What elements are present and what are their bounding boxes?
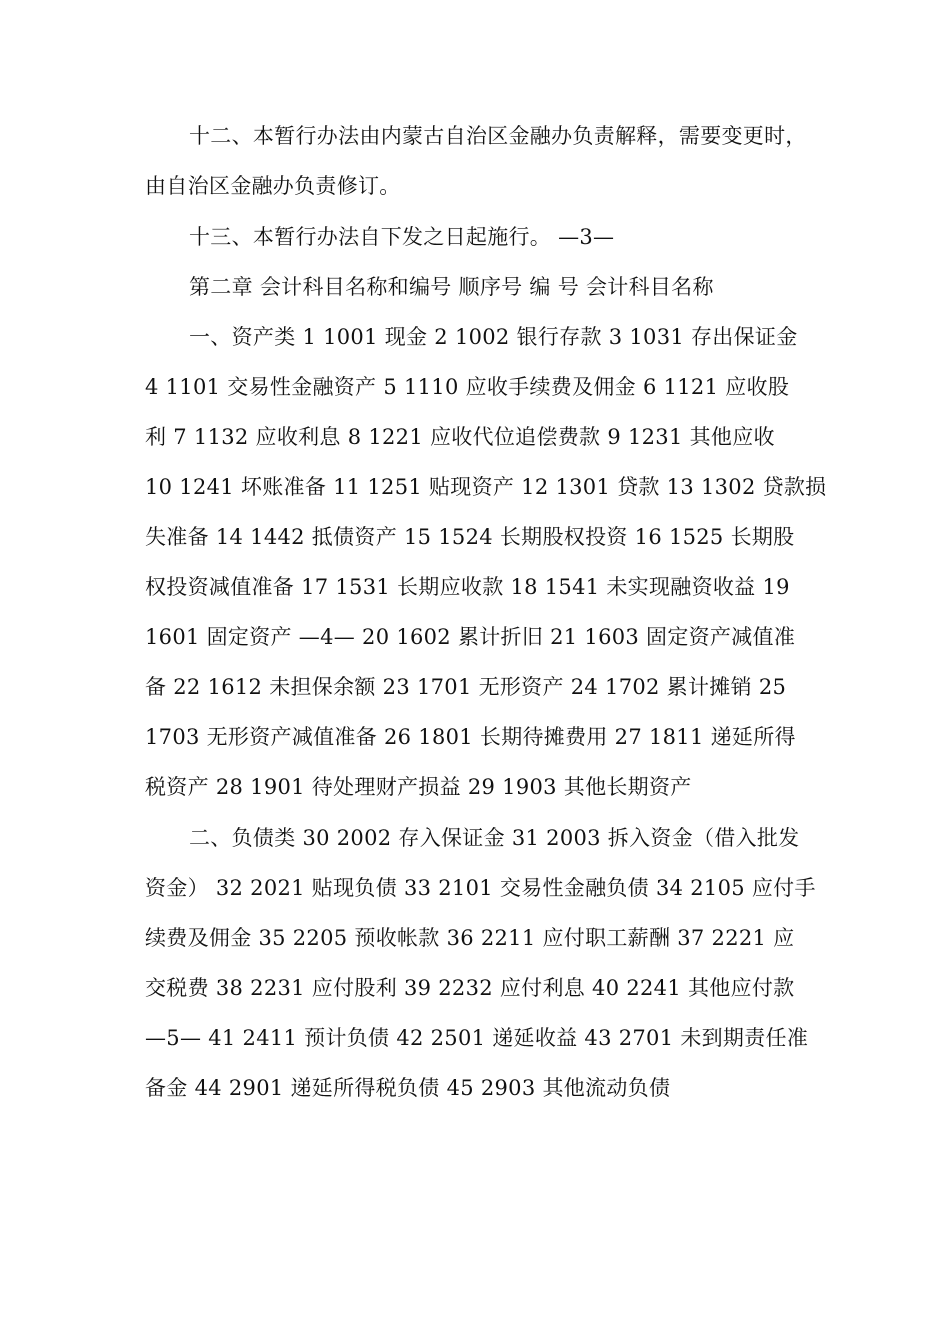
paragraph-line: 一、资产类 1 1001 现金 2 1002 银行存款 3 1031 存出保证金 (189, 325, 798, 349)
paragraph-line: 权投资减值准备 17 1531 长期应收款 18 1541 未实现融资收益 19 (145, 575, 790, 599)
paragraph-line: 备 22 1612 未担保余额 23 1701 无形资产 24 1702 累计摊销 25 (145, 675, 787, 699)
paragraph-line: 4 1101 交易性金融资产 5 1110 应收手续费及佣金 6 1121 应收股 (145, 375, 790, 399)
paragraph-line: 利 7 1132 应收利息 8 1221 应收代位追偿费款 9 1231 其他应收 (145, 425, 775, 449)
paragraph-line: 交税费 38 2231 应付股利 39 2232 应付利息 40 2241 其他应付款 (145, 976, 795, 1000)
paragraph-line: 1601 固定资产 —4— 20 1602 累计折旧 21 1603 固定资产减值准 (145, 625, 796, 649)
paragraph-line: 续费及佣金 35 2205 预收帐款 36 2211 应付职工薪酬 37 2221 应 (145, 926, 795, 950)
paragraph-line: 10 1241 坏账准备 11 1251 贴现资产 12 1301 贷款 13 1302 贷款损 (145, 475, 827, 499)
paragraph-line: —5— 41 2411 预计负债 42 2501 递延收益 43 2701 未到期责任准 (145, 1026, 809, 1050)
chapter-heading: 第二章 会计科目名称和编号 顺序号 编 号 会计科目名称 (189, 275, 714, 299)
paragraph-line: 二、负债类 30 2002 存入保证金 31 2003 拆入资金（借入批发 (189, 826, 800, 850)
paragraph-line: 资金） 32 2021 贴现负债 33 2101 交易性金融负债 34 2105 应付手 (145, 876, 816, 900)
paragraph-line: 十三、本暂行办法自下发之日起施行。 —3— (189, 225, 615, 249)
paragraph-line: 1703 无形资产减值准备 26 1801 长期待摊费用 27 1811 递延所得 (145, 725, 796, 749)
paragraph-line: 税资产 28 1901 待处理财产损益 29 1903 其他长期资产 (145, 775, 692, 799)
paragraph-line: 十二、本暂行办法由内蒙古自治区金融办负责解释，需要变更时， (189, 124, 807, 148)
paragraph-line: 备金 44 2901 递延所得税负债 45 2903 其他流动负债 (145, 1076, 671, 1100)
paragraph-line: 失准备 14 1442 抵债资产 15 1524 长期股权投资 16 1525 长期股 (145, 525, 795, 549)
paragraph-line: 由自治区金融办负责修订。 (145, 174, 401, 198)
